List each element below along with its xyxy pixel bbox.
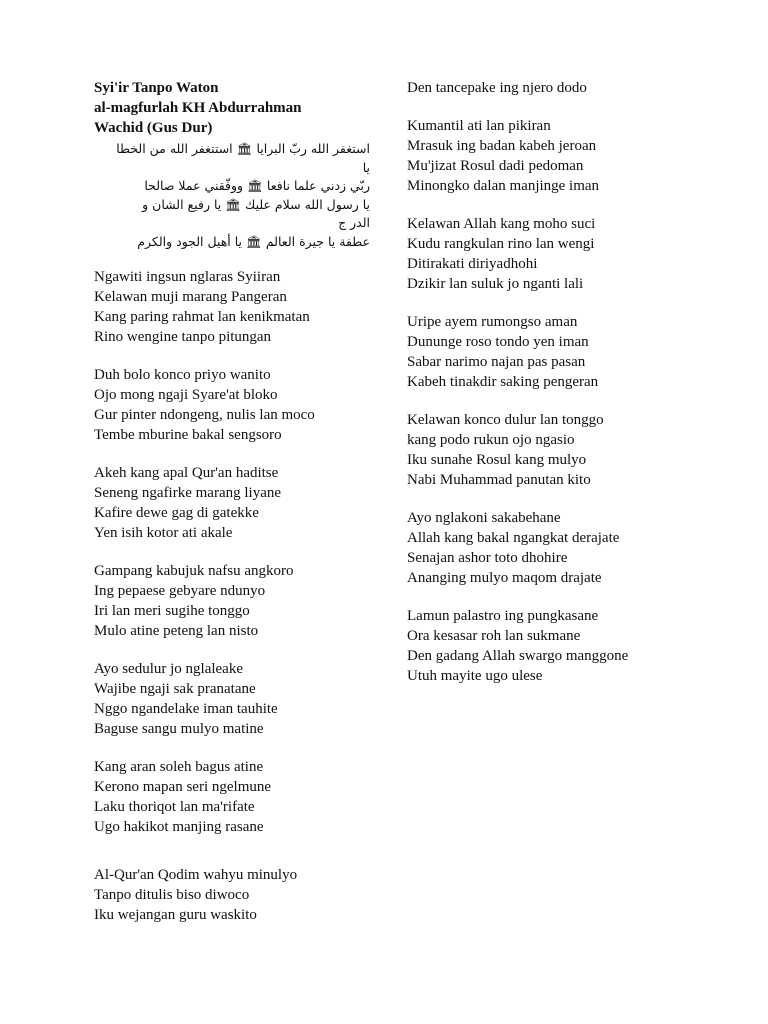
stanza: [94, 757, 384, 837]
stanza: [94, 463, 384, 543]
verse-line: Ditirakati diriyadhohi: [407, 256, 538, 272]
verse-line: Mrasuk ing badan kabeh jeroan: [407, 138, 597, 154]
arabic-line: الدر ج: [338, 215, 370, 230]
verse-line: Iri lan meri sugihe tonggo: [94, 603, 250, 619]
right-column: [407, 78, 707, 704]
stanza: [94, 561, 384, 641]
verse-line: Gur pinter ndongeng, nulis lan moco: [94, 407, 315, 423]
verse-line: Dununge roso tondo yen iman: [407, 334, 589, 350]
verse-line: Yen isih kotor ati akale: [94, 525, 233, 541]
verse-line: Allah kang bakal ngangkat derajate: [407, 530, 620, 546]
stanza: [407, 410, 707, 490]
verse-line: Ora kesasar roh lan sukmane: [407, 628, 581, 644]
verse-line: Kelawan konco dulur lan tonggo: [407, 412, 604, 428]
verse-line: Rino wengine tanpo pitungan: [94, 329, 272, 345]
verse-line: Kudu rangkulan rino lan wengi: [407, 236, 595, 252]
verse-line: Kumantil ati lan pikiran: [407, 118, 551, 134]
verse-line: Nggo ngandelake iman tauhite: [94, 701, 278, 717]
stanza: [407, 606, 707, 686]
verse-line: Lamun palastro ing pungkasane: [407, 608, 599, 624]
verse-line: Uripe ayem rumongso aman: [407, 314, 578, 330]
left-column: [94, 78, 384, 943]
stanza: [407, 214, 707, 294]
verse-line: Den tancepake ing njero dodo: [407, 80, 587, 96]
arabic-verse: [94, 140, 370, 251]
stanza: [407, 78, 707, 98]
arabic-line: استغفر الله ربّ البرايا 🏛 استتغفر الله من الخطا: [116, 141, 370, 156]
title-line: Wachid (Gus Dur): [94, 120, 213, 136]
verse-line: Ing pepaese gebyare ndunyo: [94, 583, 266, 599]
verse-line: Dzikir lan suluk jo nganti lali: [407, 276, 584, 292]
verse-line: Ngawiti ingsun nglaras Syiiran: [94, 269, 281, 285]
verse-line: Wajibe ngaji sak pranatane: [94, 681, 256, 697]
title-line: al-magfurlah KH Abdurrahman: [94, 100, 302, 116]
poem-title: [94, 78, 384, 138]
verse-line: Ugo hakikot manjing rasane: [94, 819, 264, 835]
stanza: [407, 508, 707, 588]
verse-line: Laku thoriqot lan ma'rifate: [94, 799, 255, 815]
verse-line: Baguse sangu mulyo matine: [94, 721, 264, 737]
stanza: [94, 365, 384, 445]
verse-line: Kang paring rahmat lan kenikmatan: [94, 309, 310, 325]
verse-line: Al-Qur'an Qodim wahyu minulyo: [94, 867, 298, 883]
verse-line: Kerono mapan seri ngelmune: [94, 779, 272, 795]
verse-line: Nabi Muhammad panutan kito: [407, 472, 591, 488]
verse-line: Tanpo ditulis biso diwoco: [94, 887, 250, 903]
stanza: [94, 267, 384, 347]
verse-line: Tembe mburine bakal sengsoro: [94, 427, 282, 443]
verse-line: Ayo nglakoni sakabehane: [407, 510, 561, 526]
verse-line: kang podo rukun ojo ngasio: [407, 432, 575, 448]
verse-line: Kang aran soleh bagus atine: [94, 759, 264, 775]
left-stanzas: [94, 267, 384, 925]
verse-line: Kelawan Allah kang moho suci: [407, 216, 596, 232]
verse-line: Ananging mulyo maqom drajate: [407, 570, 602, 586]
arabic-line: يا رسول الله سلام عليك 🏛 يا رفيع الشان و: [142, 196, 370, 212]
verse-line: Kabeh tinakdir saking pengeran: [407, 374, 599, 390]
stanza: [94, 865, 384, 925]
verse-line: Duh bolo konco priyo wanito: [94, 367, 271, 383]
verse-line: Sabar narimo najan pas pasan: [407, 354, 586, 370]
verse-line: Utuh mayite ugo ulese: [407, 668, 543, 684]
stanza: [407, 312, 707, 392]
title-line: Syi'ir Tanpo Waton: [94, 80, 219, 96]
verse-line: Seneng ngafirke marang liyane: [94, 485, 282, 501]
arabic-line: يا: [362, 159, 370, 175]
verse-line: Gampang kabujuk nafsu angkoro: [94, 563, 294, 579]
verse-line: Kelawan muji marang Pangeran: [94, 289, 287, 305]
verse-line: Minongko dalan manjinge iman: [407, 178, 600, 194]
verse-line: Kafire dewe gag di gatekke: [94, 505, 259, 521]
verse-line: Mu'jizat Rosul dadi pedoman: [407, 158, 584, 174]
verse-line: Iku wejangan guru waskito: [94, 907, 257, 923]
verse-line: Ojo mong ngaji Syare'at bloko: [94, 387, 278, 403]
verse-line: Mulo atine peteng lan nisto: [94, 623, 259, 639]
arabic-line: ربّي زدني علما نافعا 🏛 ووفّقني عملا صالحا: [144, 178, 370, 193]
stanza: [407, 116, 707, 196]
verse-line: Ayo sedulur jo nglaleake: [94, 661, 243, 677]
verse-line: Senajan ashor toto dhohire: [407, 550, 568, 566]
verse-line: Den gadang Allah swargo manggone: [407, 648, 629, 664]
verse-line: Akeh kang apal Qur'an haditse: [94, 465, 279, 481]
verse-line: Iku sunahe Rosul kang mulyo: [407, 452, 587, 468]
arabic-line: عطفة يا جيرة العالم 🏛 يا أهيل الجود والكرم: [137, 233, 370, 249]
stanza: [94, 659, 384, 739]
